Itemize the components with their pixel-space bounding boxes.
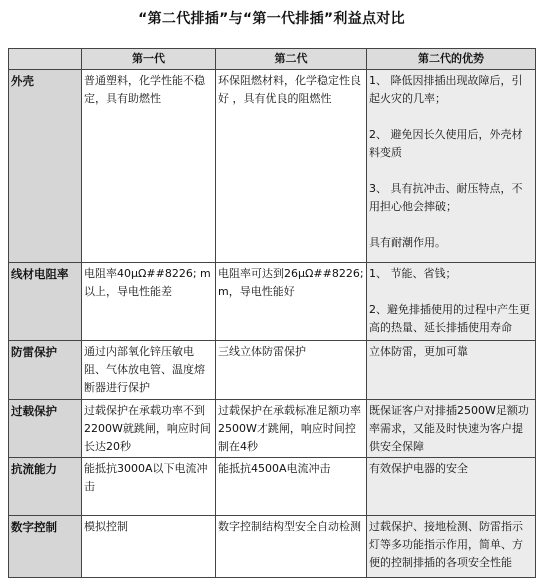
gen1-cell: 通过内部氧化锌压敏电阻、气体放电管、温度熔断器进行保护	[82, 341, 216, 400]
advantage-cell	[367, 400, 536, 458]
gen2-cell: 三线立体防雷保护	[216, 341, 367, 400]
advantage-item: 具有耐潮作用。	[369, 236, 446, 249]
header-advantage: 第二代的优势	[367, 49, 536, 70]
gen2-cell: 电阻率可达到26μΩ##8226; m，导电性能好	[216, 263, 367, 341]
row-label: 抗流能力	[9, 458, 82, 516]
header-row	[9, 49, 536, 70]
comparison-table	[8, 48, 536, 578]
table-row	[9, 263, 536, 341]
gen1-cell: 模拟控制	[82, 516, 216, 578]
row-label: 过载保护	[9, 400, 82, 458]
advantage-cell	[367, 263, 536, 341]
table-row	[9, 516, 536, 578]
table-row	[9, 458, 536, 516]
table-row	[9, 70, 536, 263]
advantage-item: 立体防雷，更加可靠	[369, 345, 468, 358]
header-gen2: 第二代	[216, 49, 367, 70]
row-label: 防雷保护	[9, 341, 82, 400]
gen1-cell: 能抵抗3000A以下电流冲击	[82, 458, 216, 516]
advantage-item: 有效保护电器的安全	[369, 462, 468, 475]
gen1-cell: 过载保护在承载功率不到2200W就跳闸，响应时间长达20秒	[82, 400, 216, 458]
table-row	[9, 341, 536, 400]
row-label: 外壳	[9, 70, 82, 263]
advantage-item: 3、 具有抗冲击、耐压特点，不用担心他会摔破；	[369, 182, 523, 213]
row-label: 数字控制	[9, 516, 82, 578]
row-label: 线材电阻率	[9, 263, 82, 341]
table-row	[9, 400, 536, 458]
gen1-cell: 电阻率40μΩ##8226; m以上，导电性能差	[82, 263, 216, 341]
advantage-cell	[367, 516, 536, 578]
advantage-cell	[367, 458, 536, 516]
header-corner	[9, 49, 82, 70]
advantage-item: 2、避免排插使用的过程中产生更高的热量、延长排插使用寿命	[369, 303, 530, 334]
page-title: “第二代排插”与“第一代排插”利益点对比	[138, 11, 405, 27]
advantage-cell	[367, 70, 536, 263]
gen2-cell: 能抵抗4500A电流冲击	[216, 458, 367, 516]
advantage-cell	[367, 341, 536, 400]
advantage-item: 1、 降低因排插出现故障后，引起火灾的几率；	[369, 74, 523, 105]
gen2-cell: 数字控制结构型安全自动检测	[216, 516, 367, 578]
gen2-cell: 环保阻燃材料，化学稳定性良好 ，具有优良的阻燃性	[216, 70, 367, 263]
advantage-item: 2、 避免因长久使用后，外壳材料变质	[369, 128, 523, 159]
header-gen1: 第一代	[82, 49, 216, 70]
gen1-cell: 普通塑料，化学性能不稳定，具有助燃性	[82, 70, 216, 263]
advantage-item: 1、 节能、省钱；	[369, 267, 457, 280]
advantage-item: 既保证客户对排插2500W足额功率需求，又能及时快速为客户提供安全保障	[369, 404, 529, 453]
advantage-item: 过载保护、接地检测、防雷指示灯等多功能指示作用，简单、方便的控制排插的各项安全性能	[369, 520, 523, 569]
gen2-cell: 过载保护在承载标准足额功率2500W才跳闸，响应时间控制在4秒	[216, 400, 367, 458]
